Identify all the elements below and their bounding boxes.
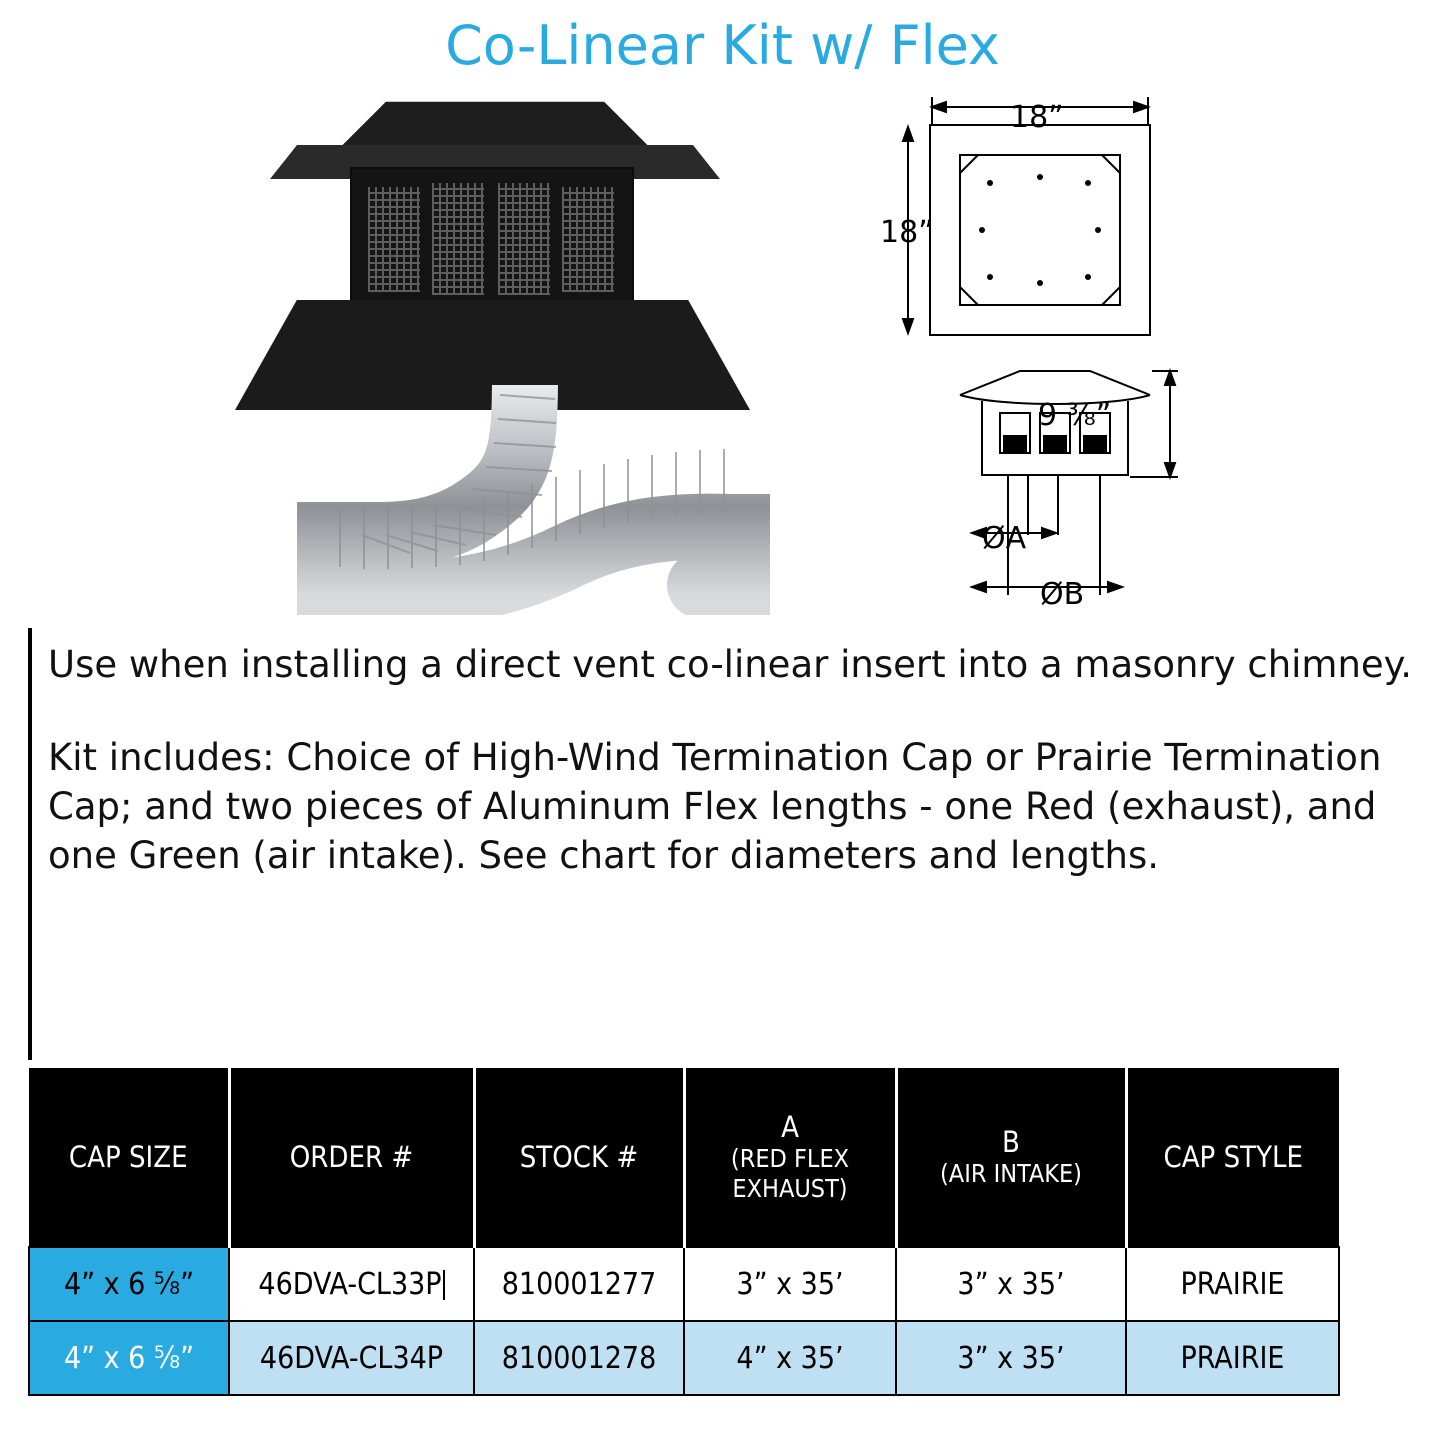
cap-mesh-panel xyxy=(562,187,614,292)
cell-cap-style: PRAIRIE xyxy=(1126,1321,1339,1395)
header-main: STOCK # xyxy=(519,1140,639,1174)
cell-a: 4” x 35’ xyxy=(684,1321,896,1395)
column-header-stock-no xyxy=(474,1068,684,1247)
description-block xyxy=(48,640,1438,924)
cell-cap-style: PRAIRIE xyxy=(1126,1247,1339,1321)
flex-liner-illustration xyxy=(270,385,770,615)
description-paragraph-2: Kit includes: Choice of High-Wind Termination Cap or Prairie Termination Cap; and two pieces of Aluminum Flex lengths - one Red (exhaust), and one Green (air intake). See chart for diameters and lengths. xyxy=(48,736,1382,877)
cap-mesh-panel xyxy=(368,187,420,292)
order-no-text: 46DVA-CL33P xyxy=(258,1266,442,1302)
header-main: CAP STYLE xyxy=(1163,1140,1304,1174)
dim-a-label: ØA xyxy=(982,521,1027,556)
header-main: A xyxy=(781,1110,799,1144)
column-header-cap-style xyxy=(1126,1068,1339,1247)
cell-cap-size: 4” x 6 ⅝” xyxy=(29,1321,229,1395)
description-paragraph-1: Use when installing a direct vent co-linear insert into a masonry chimney. xyxy=(48,643,1413,686)
column-header-a xyxy=(684,1068,896,1247)
spec-table xyxy=(28,1068,1340,1396)
table-header-row xyxy=(29,1068,1339,1247)
text-caret xyxy=(443,1270,445,1300)
cell-a: 3” x 35’ xyxy=(684,1247,896,1321)
table-row xyxy=(29,1321,1339,1395)
top-view-width-label: 18” xyxy=(1010,100,1064,135)
cell-cap-size: 4” x 6 ⅝” xyxy=(29,1247,229,1321)
product-photo xyxy=(210,85,830,625)
technical-drawings xyxy=(860,95,1280,625)
header-main: CAP SIZE xyxy=(68,1140,188,1174)
spec-table-wrapper xyxy=(28,1068,1338,1396)
cell-order-no: 46DVA-CL34P xyxy=(229,1321,474,1395)
column-header-b xyxy=(896,1068,1126,1247)
cell-stock-no: 810001278 xyxy=(474,1321,684,1395)
column-header-order-no xyxy=(229,1068,474,1247)
header-main: ORDER # xyxy=(289,1140,414,1174)
header-sub: (AIR INTAKE) xyxy=(940,1159,1082,1188)
page-title: Co-Linear Kit w/ Flex xyxy=(445,14,1000,77)
header-main: B xyxy=(1002,1125,1020,1159)
cap-mesh-panel xyxy=(432,183,484,295)
dim-b-label: ØB xyxy=(1040,577,1085,612)
cell-stock-no: 810001277 xyxy=(474,1247,684,1321)
column-header-cap-size xyxy=(29,1068,229,1247)
cell-order-no xyxy=(229,1247,474,1321)
side-view-height-label: 9 ⅜” xyxy=(1038,398,1112,433)
table-row xyxy=(29,1247,1339,1321)
top-view-height-label: 18” xyxy=(880,215,934,250)
left-divider xyxy=(28,628,32,1060)
header-sub: (RED FLEX EXHAUST) xyxy=(730,1144,850,1203)
cap-mesh-panel xyxy=(498,183,550,295)
cell-b: 3” x 35’ xyxy=(896,1321,1126,1395)
cell-b: 3” x 35’ xyxy=(896,1247,1126,1321)
